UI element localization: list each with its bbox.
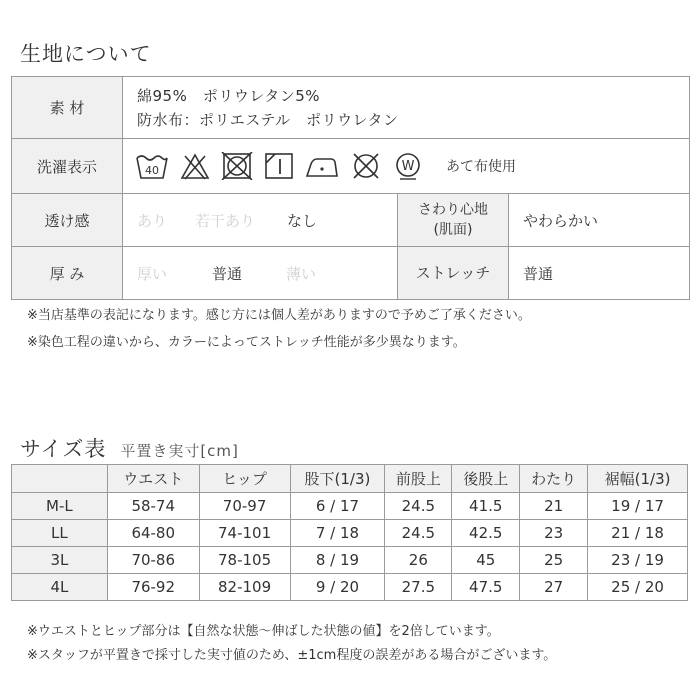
table-cell: 26 xyxy=(385,547,452,574)
line-dry-shade-icon xyxy=(264,152,294,180)
thickness-option-normal: 普通 xyxy=(212,264,243,283)
stretch-value: 普通 xyxy=(523,264,554,283)
table-cell: 47.5 xyxy=(452,574,520,601)
wet-clean-icon xyxy=(393,152,423,180)
material-label: 素 材 xyxy=(12,77,123,138)
table-cell: 19 / 17 xyxy=(588,493,688,520)
column-header: わたり xyxy=(520,465,588,493)
column-header: 後股上 xyxy=(452,465,520,493)
table-cell: 21 xyxy=(520,493,588,520)
wash-40-icon xyxy=(135,152,169,180)
table-cell: 6 / 17 xyxy=(290,493,385,520)
size-label: 3L xyxy=(12,547,108,574)
transparency-options xyxy=(123,194,397,246)
transparency-label: 透け感 xyxy=(12,194,123,246)
table-cell: 25 / 20 xyxy=(588,574,688,601)
size-label: LL xyxy=(12,520,108,547)
column-header: 裾幅(1/3) xyxy=(588,465,688,493)
column-header: 股下(1/3) xyxy=(290,465,385,493)
care-value xyxy=(123,139,689,193)
size-title-group xyxy=(20,433,239,463)
column-header: 前股上 xyxy=(385,465,452,493)
no-bleach-icon xyxy=(180,152,210,180)
size-label: 4L xyxy=(12,574,108,601)
size-section-subtitle: 平置き実寸[cm] xyxy=(120,442,239,460)
material-row xyxy=(12,77,689,138)
table-cell: 70-97 xyxy=(199,493,290,520)
material-value xyxy=(123,77,399,138)
thickness-label: 厚 み xyxy=(12,247,123,299)
iron-low-icon xyxy=(305,152,339,180)
fabric-table xyxy=(11,76,690,300)
table-cell: 23 xyxy=(520,520,588,547)
table-cell: 58-74 xyxy=(107,493,199,520)
size-label: M-L xyxy=(12,493,108,520)
table-cell: 25 xyxy=(520,547,588,574)
table-row xyxy=(12,493,688,520)
care-icons xyxy=(135,152,434,180)
column-header xyxy=(12,465,108,493)
material-line-1: 綿95% ポリウレタン5% xyxy=(137,86,321,105)
thickness-row xyxy=(12,246,689,299)
table-cell: 78-105 xyxy=(199,547,290,574)
fabric-section-title: 生地について xyxy=(20,42,152,66)
care-note: あて布使用 xyxy=(446,159,516,175)
touch-value: やわらかい xyxy=(523,211,599,230)
table-row xyxy=(12,574,688,601)
fabric-note-2: ※染色工程の違いから、カラーによってストレッチ性能が多少異なります。 xyxy=(27,335,466,350)
thickness-option-thick: 厚い xyxy=(137,264,168,283)
size-section-title: サイズ表 xyxy=(20,437,107,461)
table-cell: 76-92 xyxy=(107,574,199,601)
table-cell: 23 / 19 xyxy=(588,547,688,574)
transparency-option-none: なし xyxy=(287,211,318,230)
fabric-note-1: ※当店基準の表記になります。感じ方には個人差がありますので予めご了承ください。 xyxy=(27,308,531,323)
table-cell: 42.5 xyxy=(452,520,520,547)
transparency-row xyxy=(12,193,689,246)
table-cell: 9 / 20 xyxy=(290,574,385,601)
size-note-1: ※ウエストとヒップ部分は【自然な状態〜伸ばした状態の値】を2倍しています。 xyxy=(27,624,500,639)
care-label: 洗濯表示 xyxy=(12,139,123,193)
no-tumble-dry-icon xyxy=(221,152,253,180)
column-header: ヒップ xyxy=(199,465,290,493)
size-note-2: ※スタッフが平置きで採寸した実寸値のため、±1cm程度の誤差がある場合がございます。 xyxy=(27,648,557,663)
table-cell: 27.5 xyxy=(385,574,452,601)
table-cell: 21 / 18 xyxy=(588,520,688,547)
wash-temp-text: 40 xyxy=(145,164,159,177)
stretch-label: ストレッチ xyxy=(397,247,509,299)
wet-clean-letter: W xyxy=(401,159,415,174)
table-cell: 70-86 xyxy=(107,547,199,574)
care-row xyxy=(12,138,689,193)
table-cell: 8 / 19 xyxy=(290,547,385,574)
thickness-options xyxy=(123,247,397,299)
touch-label xyxy=(397,194,509,246)
size-table xyxy=(11,464,688,601)
transparency-option-yes: あり xyxy=(137,211,168,230)
column-header: ウエスト xyxy=(107,465,199,493)
table-cell: 7 / 18 xyxy=(290,520,385,547)
thickness-option-thin: 薄い xyxy=(286,264,317,283)
touch-label-line-2: (肌面) xyxy=(433,222,473,238)
table-row xyxy=(12,520,688,547)
table-cell: 24.5 xyxy=(385,493,452,520)
table-cell: 45 xyxy=(452,547,520,574)
table-cell: 82-109 xyxy=(199,574,290,601)
table-cell: 24.5 xyxy=(385,520,452,547)
transparency-option-slight: 若干あり xyxy=(195,211,256,230)
table-cell: 41.5 xyxy=(452,493,520,520)
material-line-2: 防水布：ポリエステル ポリウレタン xyxy=(137,110,399,129)
table-row xyxy=(12,547,688,574)
touch-label-line-1: さわり心地 xyxy=(418,202,488,218)
size-table-header xyxy=(12,465,688,493)
no-dry-clean-icon xyxy=(350,152,382,180)
table-cell: 74-101 xyxy=(199,520,290,547)
table-cell: 64-80 xyxy=(107,520,199,547)
table-cell: 27 xyxy=(520,574,588,601)
